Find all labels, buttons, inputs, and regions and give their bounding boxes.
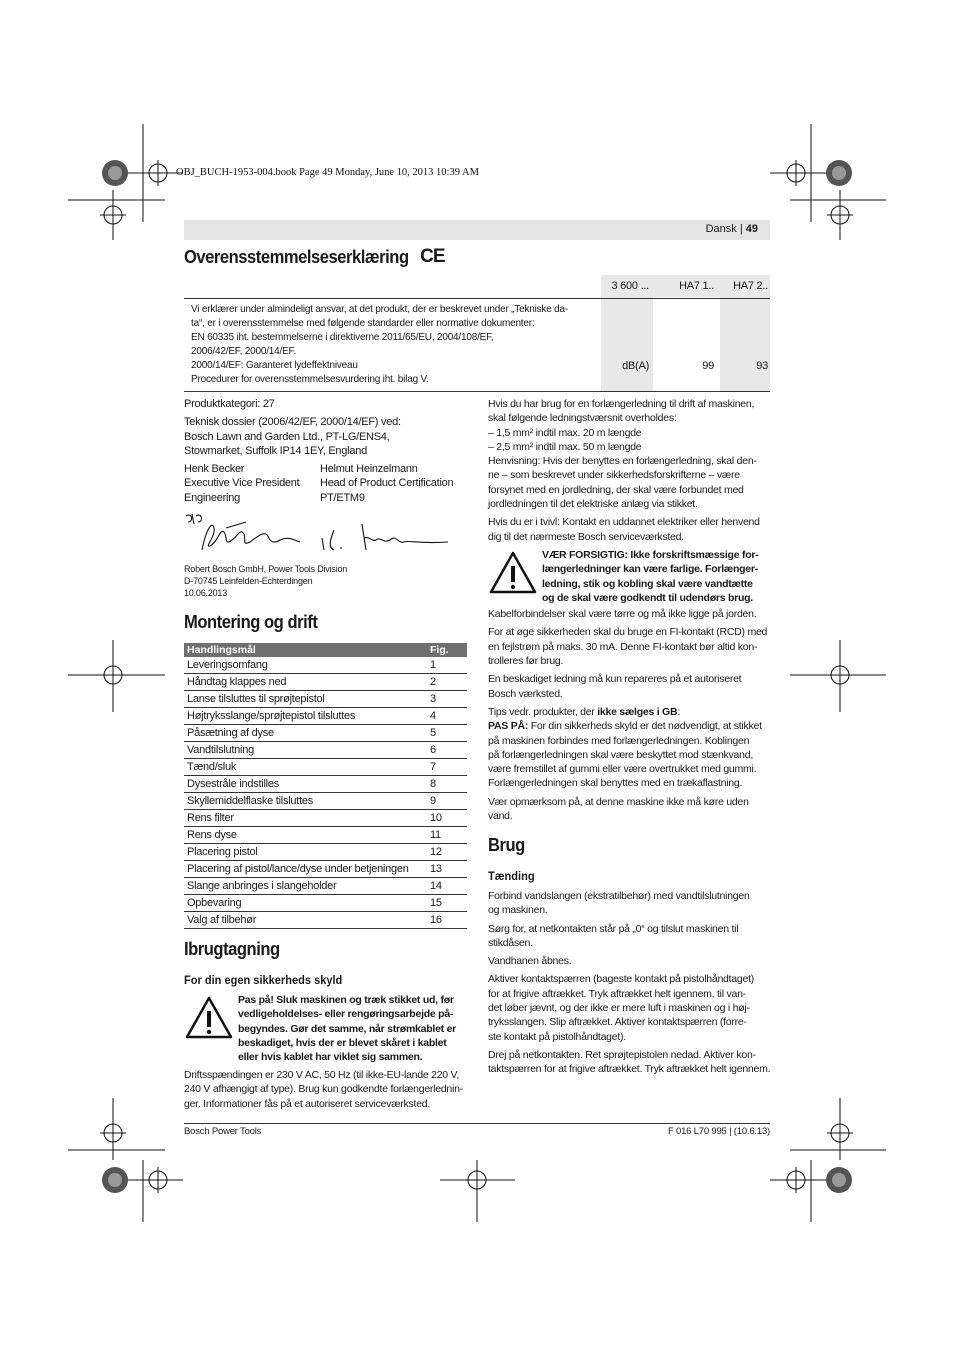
row-fig: 1 xyxy=(427,657,467,674)
table-row xyxy=(184,742,467,759)
table-row xyxy=(184,725,467,742)
bullet-2: – 2,5 mm² indtil max. 50 m længde xyxy=(488,440,642,453)
taending-subtitle: Tænding xyxy=(488,869,535,883)
brug-text: Forbind vandslangen (ekstratilbehør) med vandtilslutningen og maskinen. Sørg for, at netkontakten står på „0“ og tilslut maskinen til stikdåsen. Vandhanen åbnes. Aktiver kontaktspærren (bageste kontakt på pistolhåndtaget) for at frigive aftrækket. Tryk aftrækket helt igennem, til van- det løber jævnt, og der ikke er mere luft i maskinen og i høj- tryksslangen. Slip aftrækket. Aktiver kontaktspærren (forre- ste kontakt på pistolhåndtaget). Drej på netkontakten. Ret sprøjtepistolen nedad. Aktiver kon- taktspærren for at frigive aftrækket. Tryk aftrækket helt igennem. xyxy=(488,890,771,1076)
declaration-title: Overensstemmelseserklæring xyxy=(184,246,409,267)
ibrugtagning-title: Ibrugtagning xyxy=(184,939,280,959)
row-action: Rens dyse xyxy=(184,827,427,844)
row-action: Lanse tilsluttes til sprøjtepistol xyxy=(184,691,427,708)
unit-dba: dB(A) xyxy=(622,360,649,372)
row-fig: 8 xyxy=(427,776,467,793)
row-fig: 3 xyxy=(427,691,467,708)
footer-rule xyxy=(184,1123,770,1124)
row-fig: 5 xyxy=(427,725,467,742)
table-row xyxy=(184,810,467,827)
table-row xyxy=(184,776,467,793)
footer-left: Bosch Power Tools xyxy=(184,1126,262,1137)
page-header-bar xyxy=(184,220,770,240)
table-row xyxy=(184,844,467,861)
row-fig: 6 xyxy=(427,742,467,759)
voltage-text: Driftsspændingen er 230 V AC, 50 Hz (til ikke-EU-lande 220 V, 240 V afhængigt af type). Brug kun godkendte forlængerlednin- ger. Informationer fås på et autoriseret serviceværksted. xyxy=(184,1069,463,1110)
bullet-1: – 1,5 mm² indtil max. 20 m længde xyxy=(488,426,642,439)
brug-title: Brug xyxy=(488,835,525,855)
row-action: Placering af pistol/lance/dyse under betjeningen xyxy=(184,861,427,878)
row-action: Dysestråle indstilles xyxy=(184,776,427,793)
row-fig: 10 xyxy=(427,810,467,827)
row-action: Placering pistol xyxy=(184,844,427,861)
file-header: OBJ_BUCH-1953-004.book Page 49 Monday, June 10, 2013 10:39 AM xyxy=(176,167,479,178)
row-action: Håndtag klappes ned xyxy=(184,674,427,691)
declaration-text: Vi erklærer under almindeligt ansvar, at det produkt, der er beskrevet under „Tekniske da- ta“, er i overensstemmelse med følgende standarder eller normative dokumenter: EN 60335 iht. bestemmelserne i direktiverne 2011/65/EU, 2004/108/EF, 2006/42/EF, 2000/14/EF. 2000/14/EF: Garanteret lydeffektniveau Procedurer for overensstemmelsesvurdering iht. bilag V. xyxy=(191,304,569,385)
table-row xyxy=(184,708,467,725)
signatures xyxy=(184,510,454,560)
row-fig: 12 xyxy=(427,844,467,861)
row-action: Rens filter xyxy=(184,810,427,827)
row-fig: 9 xyxy=(427,793,467,810)
table-row xyxy=(184,827,467,844)
row-fig: 11 xyxy=(427,827,467,844)
table-row xyxy=(184,759,467,776)
value-ha71: 99 xyxy=(702,360,714,372)
value-ha72: 93 xyxy=(756,360,768,372)
table-row xyxy=(184,878,467,895)
row-fig: 13 xyxy=(427,861,467,878)
table-row xyxy=(184,912,467,929)
col-fig-header: Fig. xyxy=(427,643,467,657)
table-row xyxy=(184,793,467,810)
warning-icon xyxy=(184,995,234,1041)
declaration-details: Produktkategori: 27 Teknisk dossier (2006/42/EF, 2000/14/EF) ved: Bosch Lawn and Garden Ltd., PT-LG/ENS4, Stowmarket, Suffolk IP14 1EY, England Henk Becker Executive Vice President Engineering Helmut Heinzelmann Head of Product Certification PT/ETM9 xyxy=(184,397,468,505)
row-action: Højtryksslange/sprøjtepistol tilsluttes xyxy=(184,708,427,725)
row-fig: 15 xyxy=(427,895,467,912)
declaration-table xyxy=(184,275,770,392)
montering-title: Montering og drift xyxy=(184,612,318,632)
col-action-header: Handlingsmål xyxy=(184,643,427,657)
ce-mark-icon: CE xyxy=(420,246,445,267)
footer-right: F 016 L70 995 | (10.6.13) xyxy=(667,1126,770,1137)
row-action: Valg af tilbehør xyxy=(184,912,427,929)
table-row xyxy=(184,861,467,878)
declaration-heading xyxy=(184,246,445,268)
col-ha71: HA7 1.. xyxy=(679,280,714,292)
cable-warning: VÆR FORSIGTIG: Ikke forskriftsmæssige for- længerledninger kan være farlige. Forlænger- ledning, stik og kobling skal være vandtætte og de skal være godkendt til udendørs brug. xyxy=(488,548,772,605)
row-action: Leveringsomfang xyxy=(184,657,427,674)
table-row xyxy=(184,674,467,691)
signer-1: Henk Becker Executive Vice President Engineering xyxy=(184,463,300,504)
safety-subtitle: For din egen sikkerheds skyld xyxy=(184,973,343,987)
row-action: Vandtilslutning xyxy=(184,742,427,759)
row-action: Tænd/sluk xyxy=(184,759,427,776)
row-fig: 7 xyxy=(427,759,467,776)
row-action: Opbevaring xyxy=(184,895,427,912)
table-row xyxy=(184,691,467,708)
signer-2: Helmut Heinzelmann Head of Product Certification PT/ETM9 xyxy=(320,463,454,504)
row-action: Skyllemiddelflaske tilsluttes xyxy=(184,793,427,810)
table-row xyxy=(184,895,467,912)
company-info: Robert Bosch GmbH, Power Tools Division D-70745 Leinfelden-Echterdingen 10.06.2013 xyxy=(184,564,348,598)
table-row xyxy=(184,657,467,674)
row-fig: 4 xyxy=(427,708,467,725)
safety-warning: Pas på! Sluk maskinen og træk stikket ud, før vedligeholdelses- eller rengøringsarbejde på- begyndes. Gør det samme, når strømkablet er beskadiget, hvis der er blevet skåret i kablet eller hvis kablet har viklet sig sammen. xyxy=(184,993,468,1064)
row-fig: 14 xyxy=(427,878,467,895)
warning-icon xyxy=(488,550,538,596)
montering-table xyxy=(184,643,467,929)
product-category: Produktkategori: 27 xyxy=(184,398,275,410)
page-header-text: Dansk | 49 xyxy=(705,223,758,235)
right-column: Hvis du har brug for en forlængerledning til drift af maskinen, skal følgende ledningstværsnit overholdes: – 1,5 mm² indtil max. 20 m længde – 2,5 mm² indtil max. 50 m længde Henvisning: Hvis der benyttes en forlængerledning, skal den- ne – som beskrevet under sikkerhedsforskrifterne – være forsynet med en jordledning, der skal være forbundet med jordledningen til det elektriske anlæg via stikket. Hvis du er i tvivl: Kontakt en uddannet elektriker eller henvend dig til det nærmeste Bosch serviceværksted. VÆR FORSIGTIG: Ikke forskriftsmæssige for- længerledninger kan være farlige. Forlænger- ledning, stik og kobling skal være vandtætte og de skal være godkendt til udendørs brug. Kabelforbindelser skal være tørre og må ikke ligge på jorden. For at øge sikkerheden skal du bruge en FI-kontakt (RCD) med en fejlstrøm på maks. 30 mA. Denne FI-kontakt bør altid kon- trolleres før brug. En beskadiget ledning må kun repareres på et autoriseret Bosch værksted. Tips vedr. produkter, der ikke sælges i GB: PAS PÅ: For din sikkerheds skyld er det nødvendigt, at stikket på maskinen forbindes med forlængerledningen. Koblingen på forlængerledningen skal være beskyttet mod stænkvand, være fremstillet af gummi eller være overtrukket med gummi. Forlængerledningen skal benyttes med en trækaflastning. Vær opmærksom på, at denne maskine ikke må køre uden vand. xyxy=(488,397,772,823)
col-3600: 3 600 ... xyxy=(611,280,649,292)
row-action: Slange anbringes i slangeholder xyxy=(184,878,427,895)
row-fig: 2 xyxy=(427,674,467,691)
col-ha72: HA7 2.. xyxy=(733,280,768,292)
row-fig: 16 xyxy=(427,912,467,929)
row-action: Påsætning af dyse xyxy=(184,725,427,742)
